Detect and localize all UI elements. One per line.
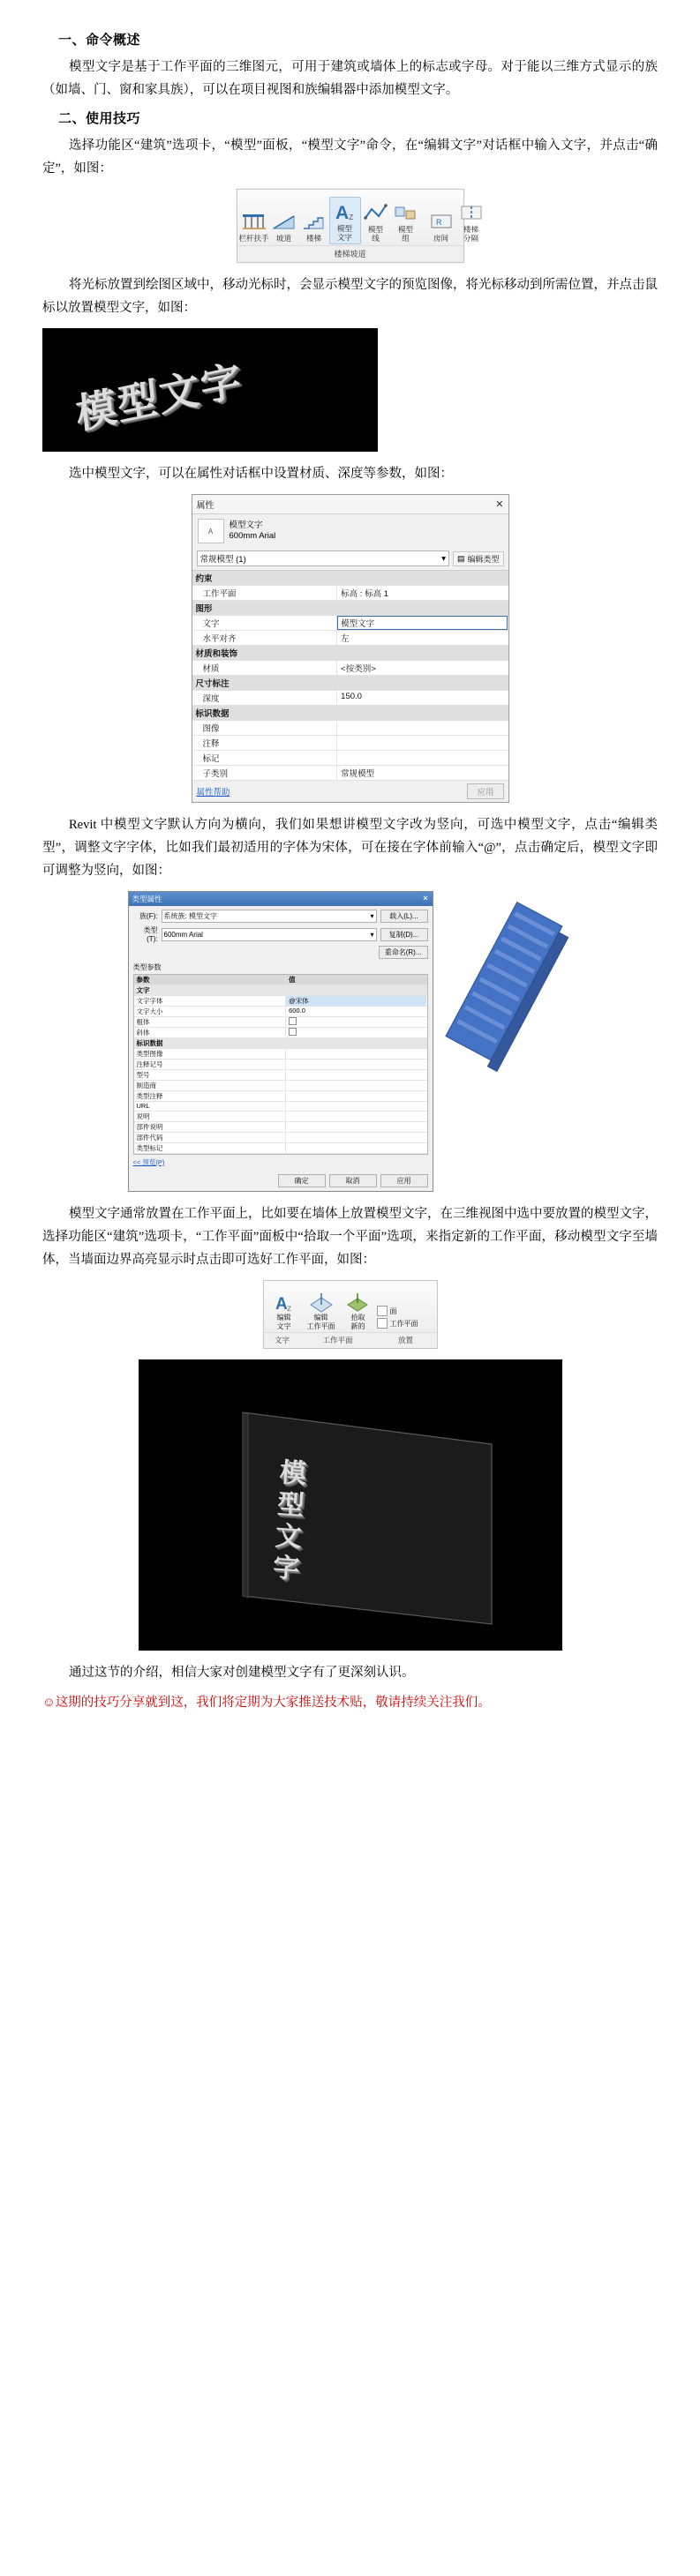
- ribbon-panel-label: 楼梯坡道: [237, 245, 463, 262]
- type-selector-combobox[interactable]: [197, 550, 449, 566]
- type-parameters-label: 类型参数: [132, 963, 162, 971]
- rename-button[interactable]: 重命名(R)...: [379, 946, 428, 959]
- type-combobox[interactable]: [162, 928, 377, 941]
- table-group-row: [192, 601, 508, 616]
- group-label: 标识数据: [195, 709, 230, 719]
- family-label: 族(F):: [139, 912, 158, 920]
- param-name: 制造商: [134, 1081, 287, 1090]
- chevron-down-icon: ▾: [370, 930, 374, 939]
- model-text-3d-preview: [42, 328, 378, 452]
- panel-label-place: 放置: [397, 1336, 413, 1344]
- ribbon-item-model-group[interactable]: [391, 198, 421, 244]
- col-param: 参数: [134, 975, 287, 985]
- edit-type-label: 编辑类型: [467, 554, 500, 564]
- room-separator-icon: [456, 198, 486, 223]
- edit-type-icon: ▤: [456, 553, 465, 563]
- dialog-footer: [129, 1171, 433, 1191]
- param-value[interactable]: [337, 736, 508, 750]
- grid-row[interactable]: [134, 1017, 427, 1028]
- family-row: [133, 910, 428, 923]
- figure-model-text-preview: [42, 328, 658, 452]
- section-heading-2: 二、使用技巧: [58, 112, 141, 126]
- param-name: 型号: [134, 1070, 287, 1080]
- param-name: 部件说明: [134, 1122, 287, 1132]
- wall-model-text-glyphs: 模型文字: [267, 1457, 305, 1587]
- param-value[interactable]: 模型文字: [337, 616, 508, 630]
- ribbon-body: [237, 190, 479, 245]
- ribbon-item-label: 栏杆扶手: [238, 234, 269, 243]
- edit-type-button[interactable]: [453, 551, 504, 566]
- ribbon-item-room[interactable]: [426, 207, 456, 244]
- load-family-button[interactable]: 载入(L)...: [380, 910, 428, 923]
- grid-row[interactable]: [134, 1133, 427, 1143]
- ribbon-item-label: 坡道: [276, 234, 292, 243]
- type-value: 600mm Arial: [163, 930, 203, 939]
- param-value[interactable]: 150.0: [341, 692, 362, 701]
- table-group-row: [192, 646, 508, 661]
- grid-row[interactable]: [134, 1081, 427, 1091]
- palette-header-text: [230, 520, 276, 542]
- room-icon: [426, 207, 456, 232]
- table-row[interactable]: [192, 751, 508, 766]
- workplane-ribbon-body: [264, 1281, 437, 1332]
- ribbon-item-label-2: 线: [372, 234, 380, 243]
- param-value[interactable]: [286, 1070, 426, 1080]
- param-name: 类型图像: [134, 1049, 287, 1059]
- param-value[interactable]: [337, 721, 508, 735]
- ribbon-item-label: 模型: [337, 224, 353, 233]
- svg-text:A: A: [335, 203, 349, 222]
- grid-group-row: [134, 1038, 427, 1049]
- figure-type-properties: [42, 891, 658, 1192]
- workplane-icon: [377, 1318, 388, 1329]
- param-value[interactable]: 常规模型: [341, 769, 375, 779]
- type-parameters-grid: [133, 974, 428, 1155]
- edit-workplane-icon: [308, 1289, 335, 1314]
- grid-group-row: [134, 985, 427, 996]
- palette-family-name: 模型文字: [229, 520, 263, 530]
- ribbon-item-label: 模型: [398, 225, 414, 234]
- grid-row[interactable]: [134, 1091, 427, 1102]
- close-icon[interactable]: ✕: [422, 894, 429, 902]
- param-name: 图像: [192, 721, 338, 735]
- param-name: 斜体: [134, 1028, 287, 1037]
- ribbon-item-room-separator[interactable]: [456, 198, 486, 244]
- param-value-checkbox[interactable]: [286, 1017, 426, 1027]
- workplane-ribbon-footer: [264, 1332, 437, 1348]
- param-value[interactable]: [286, 1102, 426, 1111]
- ribbon-item-label: 编辑: [313, 1314, 328, 1322]
- ribbon-item-label: 楼梯: [306, 234, 322, 243]
- ribbon-item-model-line[interactable]: [361, 198, 391, 244]
- param-value[interactable]: [286, 1112, 426, 1121]
- mini-label: 工作平面: [389, 1319, 418, 1328]
- param-value[interactable]: [286, 1060, 426, 1069]
- apply-button[interactable]: 应用: [380, 1174, 428, 1187]
- paragraph-7: 通过这节的介绍，相信大家对创建模型文字有了更深刻认识。: [69, 1666, 415, 1680]
- railing-icon: [239, 207, 269, 232]
- param-value[interactable]: [286, 1091, 426, 1101]
- stair-icon: [299, 207, 329, 232]
- group-label: 约束: [195, 574, 213, 584]
- grid-row[interactable]: [134, 996, 427, 1007]
- param-name: 子类别: [192, 766, 338, 780]
- param-value[interactable]: @宋体: [286, 996, 426, 1006]
- figure-workplane-ribbon: [42, 1280, 658, 1349]
- table-row[interactable]: [192, 631, 508, 646]
- palette-titlebar: [192, 495, 508, 514]
- param-name: 水平对齐: [192, 631, 338, 645]
- checkbox[interactable]: [289, 1028, 297, 1036]
- family-combobox[interactable]: [162, 910, 377, 923]
- table-row[interactable]: [192, 736, 508, 751]
- table-group-row: [192, 571, 508, 586]
- cancel-button[interactable]: 取消: [329, 1174, 377, 1187]
- param-value[interactable]: [286, 1122, 426, 1132]
- figure-model-text-on-wall: [42, 1359, 658, 1651]
- dialog-body: [129, 906, 433, 1171]
- dialog-title: 类型属性: [132, 895, 162, 903]
- mini-button-face[interactable]: [377, 1306, 418, 1316]
- apply-button[interactable]: 应用: [467, 783, 503, 799]
- palette-title: 属性: [196, 501, 215, 511]
- col-value: 值: [289, 976, 296, 984]
- group-label: 标识数据: [136, 1039, 163, 1047]
- grid-row[interactable]: [134, 1007, 427, 1017]
- grid-row[interactable]: [134, 1070, 427, 1081]
- table-row[interactable]: [192, 616, 508, 631]
- chevron-down-icon: ▾: [441, 553, 446, 564]
- type-row: [133, 925, 428, 943]
- param-value[interactable]: [286, 1133, 426, 1142]
- duplicate-button[interactable]: 复制(D)...: [380, 928, 428, 941]
- table-row[interactable]: [192, 766, 508, 781]
- wall-3d-svg: [139, 1359, 562, 1651]
- ribbon-item-ramp[interactable]: [269, 207, 299, 244]
- param-name: 注释: [192, 736, 338, 750]
- paragraph-1: 模型文字是基于工作平面的三维图元，可用于建筑或墙体上的标志或字母。对于能以三维方式显示的族（如墙、门、窗和家具族），可以在项目视图和族编辑器中添加模型文字。: [42, 60, 658, 97]
- ribbon-item-label: 楼梯: [463, 225, 479, 234]
- paragraph-6: 模型文字通常放置在工作平面上，比如要在墙体上放置模型文字，在三维视图中选中要放置的模型文字，选择功能区“建筑”选项卡，“工作平面”面板中“拾取一个平面”选项，来指定新的工作平面，移动模型文字至墙体，当墙面边界高亮显示时点击即可选好工作平面，如图：: [42, 1207, 658, 1267]
- type-label: 类型(T):: [143, 926, 158, 943]
- svg-text:A: A: [275, 1295, 288, 1314]
- ribbon-item-pick-new[interactable]: [340, 1289, 377, 1331]
- mini-button-workplane[interactable]: [377, 1318, 418, 1329]
- ribbon-item-label: 编辑: [276, 1314, 291, 1322]
- param-name: URL: [134, 1102, 287, 1111]
- param-name: 注释记号: [134, 1060, 287, 1069]
- table-row[interactable]: [192, 586, 508, 601]
- param-name: 文字字体: [134, 996, 287, 1006]
- paragraph-2: 选择功能区“建筑”选项卡，“模型”面板，“模型文字”命令，在“编辑文字”对话框中输入文字，并点击“确定”，如图：: [42, 139, 658, 176]
- ribbon-item-label: 房间: [433, 234, 449, 243]
- model-text-glyphs: 模型文字: [73, 356, 245, 438]
- closing-note: ☺这期的技巧分享就到这，我们将定期为大家推送技术贴，敬请持续关注我们。: [42, 1696, 491, 1710]
- chevron-down-icon: ▾: [370, 912, 374, 920]
- panel-label-text: 文字: [274, 1336, 290, 1344]
- model-text-on-wall-3d: [139, 1359, 562, 1651]
- figure-ribbon-model-text: [42, 189, 658, 263]
- workplane-ribbon: [263, 1280, 438, 1349]
- group-label: 文字: [136, 986, 150, 994]
- ribbon-item-railing[interactable]: [239, 207, 269, 244]
- grid-row[interactable]: [134, 1122, 427, 1133]
- param-name: 类型注释: [134, 1091, 287, 1101]
- dialog-titlebar: [129, 892, 433, 906]
- edit-text-icon: [271, 1289, 297, 1314]
- palette-footer: [192, 781, 508, 802]
- param-value[interactable]: 标高 : 标高 1: [341, 589, 389, 599]
- checkbox[interactable]: [289, 1017, 297, 1025]
- param-name: 类型标记: [134, 1143, 287, 1153]
- param-name: 粗体: [134, 1017, 287, 1027]
- ribbon-item-label: 拾取: [350, 1314, 365, 1322]
- svg-text:z: z: [286, 1304, 291, 1314]
- param-value[interactable]: 左: [341, 634, 350, 644]
- param-value[interactable]: [286, 1081, 426, 1090]
- param-name: 标记: [192, 751, 338, 765]
- ribbon-item-stair[interactable]: [299, 207, 329, 244]
- palette-header: [192, 514, 508, 548]
- preview-toggle-link[interactable]: << 预览(P): [132, 1158, 165, 1166]
- family-value: 系统族: 模型文字: [163, 912, 217, 920]
- panel-label-workplane: 工作平面: [322, 1336, 353, 1344]
- workplane-mini-buttons: [377, 1306, 418, 1331]
- ribbon-item-label-2: 组: [402, 234, 410, 243]
- type-properties-dialog: [128, 891, 433, 1192]
- ribbon-item-label-2: 新的: [350, 1322, 365, 1330]
- table-group-row: [192, 706, 508, 721]
- model-text-thumbnail-icon: A: [198, 519, 224, 543]
- paragraph-4: 选中模型文字，可以在属性对话框中设置材质、深度等参数，如图：: [69, 467, 453, 481]
- ribbon-item-label-2: 工作平面: [306, 1322, 335, 1330]
- ribbon-item-label-2: 文字: [337, 233, 353, 242]
- param-name: 说明: [134, 1112, 287, 1121]
- ribbon-item-label-2: 文字: [276, 1322, 291, 1330]
- svg-text:R: R: [435, 218, 442, 227]
- close-icon[interactable]: ✕: [495, 499, 504, 510]
- mini-label: 面: [389, 1307, 397, 1315]
- grid-row[interactable]: [134, 1028, 427, 1038]
- group-label: 图形: [195, 604, 213, 614]
- palette-type-selector-bar: [192, 548, 508, 570]
- param-value[interactable]: [286, 1049, 426, 1059]
- model-line-icon: [361, 198, 391, 223]
- group-label: 尺寸标注: [195, 679, 230, 689]
- param-name: 深度: [192, 691, 338, 705]
- grid-row[interactable]: [134, 1112, 427, 1122]
- table-row[interactable]: [192, 691, 508, 706]
- ramp-icon: [269, 207, 299, 232]
- section-heading-1: 一、命令概述: [58, 34, 141, 48]
- param-value[interactable]: 600.0: [289, 1007, 305, 1015]
- vertical-model-text-3d: [440, 891, 573, 1076]
- palette-type-name: 600mm Arial: [229, 531, 276, 541]
- ribbon-item-label: 模型: [368, 225, 384, 234]
- param-name: 文字大小: [134, 1007, 287, 1016]
- group-label: 材质和装饰: [195, 649, 238, 659]
- param-name: 部件代码: [134, 1133, 287, 1142]
- table-group-row: [192, 676, 508, 691]
- param-value[interactable]: [337, 751, 508, 765]
- type-selector-value: 常规模型 (1): [199, 555, 246, 565]
- ribbon-item-label-2: 分隔: [463, 234, 479, 243]
- ok-button[interactable]: 确定: [278, 1174, 326, 1187]
- grid-row[interactable]: [134, 1049, 427, 1060]
- pick-new-icon: [345, 1289, 372, 1314]
- param-name: 文字: [192, 616, 338, 630]
- rename-row: [133, 946, 428, 959]
- properties-palette: [192, 494, 509, 803]
- ribbon-item-model-text[interactable]: [329, 197, 361, 244]
- grid-header: [134, 975, 427, 985]
- model-group-icon: [391, 198, 421, 223]
- ribbon-panel: [237, 189, 479, 263]
- figure-properties-palette: [42, 494, 658, 803]
- svg-text:z: z: [348, 212, 354, 222]
- param-value[interactable]: <按类别>: [341, 664, 376, 674]
- properties-table: [192, 570, 508, 781]
- ribbon-item-edit-text[interactable]: [266, 1289, 303, 1331]
- model-text-icon: [330, 198, 360, 222]
- face-icon: [377, 1306, 388, 1316]
- grid-row[interactable]: [134, 1102, 427, 1112]
- param-name: 工作平面: [192, 586, 338, 600]
- param-name: 材质: [192, 661, 338, 675]
- param-value-checkbox[interactable]: [286, 1028, 426, 1037]
- paragraph-5: Revit 中模型文字默认方向为横向，我们如果想讲模型文字改为竖向，可选中模型文字，点击“编辑类型”，调整文字字体，比如我们最初适用的字体为宋体，可在接在字体前输入“@”，点击确定后，模型文字即可调整为竖向，如图：: [42, 818, 658, 878]
- grid-row[interactable]: [134, 1143, 427, 1154]
- properties-help-link[interactable]: 属性帮助: [196, 788, 230, 798]
- table-row[interactable]: [192, 661, 508, 676]
- ribbon-item-edit-workplane[interactable]: [303, 1289, 340, 1331]
- grid-row[interactable]: [134, 1060, 427, 1070]
- table-row[interactable]: [192, 721, 508, 736]
- param-value[interactable]: [286, 1143, 426, 1153]
- paragraph-3: 将光标放置到绘图区域中，移动光标时，会显示模型文字的预览图像，将光标移动到所需位置，并点击鼠标以放置模型文字，如图：: [42, 278, 658, 315]
